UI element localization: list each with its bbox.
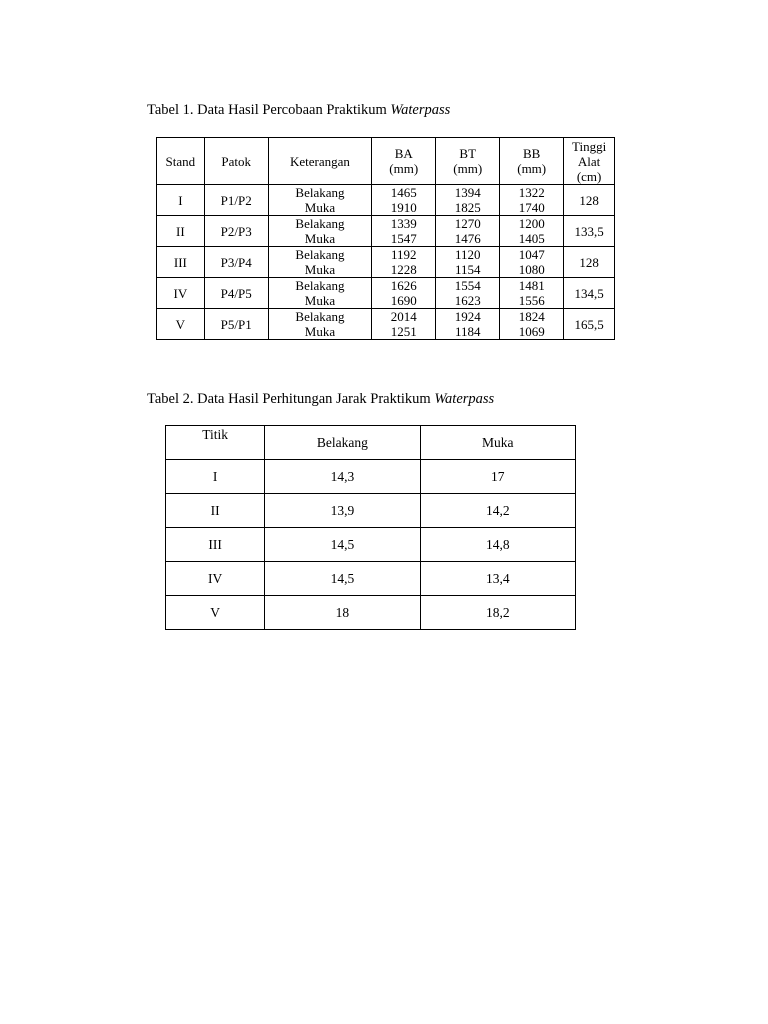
cell-titik: II: [166, 494, 265, 528]
cell-bt-belakang: 1924: [454, 309, 481, 324]
table2-caption: [147, 391, 494, 408]
cell-belakang: 14,5: [265, 528, 420, 562]
table2-distance-data: [165, 425, 576, 630]
cell-ba: [372, 216, 436, 247]
cell-ba: [372, 247, 436, 278]
cell-ba-muka: 1547: [390, 231, 417, 246]
cell-keterangan: [268, 216, 372, 247]
header-bt-label: BT: [459, 146, 477, 161]
cell-bt: [436, 216, 500, 247]
table1-row: [157, 185, 615, 216]
cell-ket-belakang: Belakang: [295, 309, 345, 324]
table2-row: [166, 562, 576, 596]
header-tinggi-alat: [564, 138, 615, 185]
header-bt: [436, 138, 500, 185]
cell-tinggi: 128: [564, 185, 615, 216]
header-patok: Patok: [204, 138, 268, 185]
cell-bb: [500, 278, 564, 309]
table2-row: [166, 460, 576, 494]
table1-caption-text: Tabel 1. Data Hasil Percobaan Praktikum: [147, 102, 391, 118]
table2-caption-italic: Waterpass: [434, 391, 495, 407]
cell-patok: P3/P4: [204, 247, 268, 278]
cell-bt-muka: 1623: [454, 293, 481, 308]
cell-ba-belakang: 2014: [390, 309, 417, 324]
cell-keterangan: [268, 309, 372, 340]
cell-ket-belakang: Belakang: [295, 216, 345, 231]
table1-header-row: [157, 138, 615, 185]
cell-bb: [500, 216, 564, 247]
cell-bt-muka: 1184: [454, 324, 481, 339]
header-belakang: Belakang: [265, 426, 420, 460]
header-keterangan: Keterangan: [268, 138, 372, 185]
cell-ba-belakang: 1339: [390, 216, 417, 231]
header-tinggi-line2: Alat: [577, 153, 601, 169]
cell-bb: [500, 247, 564, 278]
cell-muka: 18,2: [420, 596, 575, 630]
header-tinggi-line1: Tinggi: [571, 138, 607, 154]
header-muka: Muka: [420, 426, 575, 460]
table1-experiment-data: [156, 137, 615, 340]
cell-bb-muka: 1080: [518, 262, 545, 277]
cell-patok: P2/P3: [204, 216, 268, 247]
cell-patok: P1/P2: [204, 185, 268, 216]
cell-ket-muka: Muka: [304, 200, 336, 215]
cell-bt-belakang: 1394: [454, 185, 481, 200]
cell-bt-belakang: 1120: [454, 247, 481, 262]
cell-bb-belakang: 1200: [518, 216, 545, 231]
cell-tinggi: 165,5: [564, 309, 615, 340]
table1-caption: [147, 102, 450, 119]
cell-bt: [436, 247, 500, 278]
cell-ket-muka: Muka: [304, 231, 336, 246]
cell-bt-muka: 1825: [454, 200, 481, 215]
cell-stand: I: [157, 185, 205, 216]
cell-belakang: 13,9: [265, 494, 420, 528]
cell-patok: P5/P1: [204, 309, 268, 340]
cell-bb-muka: 1556: [518, 293, 545, 308]
cell-bb-belakang: 1481: [518, 278, 545, 293]
cell-titik: III: [166, 528, 265, 562]
cell-stand: V: [157, 309, 205, 340]
cell-ket-belakang: Belakang: [295, 247, 345, 262]
cell-bb-muka: 1069: [518, 324, 545, 339]
cell-ba-muka: 1251: [390, 324, 417, 339]
table1-row: [157, 216, 615, 247]
table2-caption-text: Tabel 2. Data Hasil Perhitungan Jarak Praktikum: [147, 391, 435, 407]
cell-ba-muka: 1228: [390, 262, 417, 277]
cell-ba-muka: 1910: [390, 200, 417, 215]
cell-tinggi: 134,5: [564, 278, 615, 309]
table1-caption-italic: Waterpass: [390, 102, 451, 118]
cell-belakang: 18: [265, 596, 420, 630]
cell-bt-belakang: 1554: [454, 278, 481, 293]
cell-belakang: 14,3: [265, 460, 420, 494]
header-titik: Titik: [166, 426, 265, 460]
cell-ba-belakang: 1626: [390, 278, 417, 293]
header-stand: Stand: [157, 138, 205, 185]
cell-ba-belakang: 1192: [390, 247, 417, 262]
cell-ba: [372, 309, 436, 340]
table2-row: [166, 528, 576, 562]
cell-ket-belakang: Belakang: [295, 185, 345, 200]
cell-tinggi: 133,5: [564, 216, 615, 247]
cell-titik: V: [166, 596, 265, 630]
cell-bt: [436, 309, 500, 340]
cell-muka: 13,4: [420, 562, 575, 596]
cell-titik: I: [166, 460, 265, 494]
header-bb-unit: (mm): [517, 161, 547, 176]
cell-muka: 14,8: [420, 528, 575, 562]
cell-bb-belakang: 1047: [518, 247, 545, 262]
table2-row: [166, 494, 576, 528]
cell-patok: P4/P5: [204, 278, 268, 309]
cell-bt: [436, 185, 500, 216]
cell-ba: [372, 278, 436, 309]
cell-bb: [500, 185, 564, 216]
cell-bb-muka: 1740: [518, 200, 545, 215]
cell-keterangan: [268, 185, 372, 216]
table1-row: [157, 247, 615, 278]
header-ba-unit: (mm): [389, 161, 419, 176]
cell-bt-belakang: 1270: [454, 216, 481, 231]
cell-stand: II: [157, 216, 205, 247]
cell-bb-muka: 1405: [518, 231, 545, 246]
table1-row: [157, 309, 615, 340]
cell-ba: [372, 185, 436, 216]
header-bb-label: BB: [523, 146, 541, 161]
cell-titik: IV: [166, 562, 265, 596]
table1-row: [157, 278, 615, 309]
cell-keterangan: [268, 247, 372, 278]
cell-bb-belakang: 1824: [518, 309, 545, 324]
cell-belakang: 14,5: [265, 562, 420, 596]
cell-ba-belakang: 1465: [390, 185, 417, 200]
cell-ket-muka: Muka: [304, 293, 336, 308]
cell-stand: III: [157, 247, 205, 278]
table2-row: [166, 596, 576, 630]
cell-ket-belakang: Belakang: [295, 278, 345, 293]
cell-ba-muka: 1690: [390, 293, 417, 308]
cell-keterangan: [268, 278, 372, 309]
header-tinggi-unit: (cm): [576, 168, 602, 184]
cell-stand: IV: [157, 278, 205, 309]
cell-muka: 14,2: [420, 494, 575, 528]
cell-bt-muka: 1154: [454, 262, 481, 277]
cell-bb-belakang: 1322: [518, 185, 545, 200]
header-bb: [500, 138, 564, 185]
header-ba: [372, 138, 436, 185]
cell-muka: 17: [420, 460, 575, 494]
header-bt-unit: (mm): [453, 161, 483, 176]
cell-bt-muka: 1476: [454, 231, 481, 246]
header-ba-label: BA: [394, 146, 413, 161]
cell-tinggi: 128: [564, 247, 615, 278]
table2-header-row: [166, 426, 576, 460]
cell-ket-muka: Muka: [304, 324, 336, 339]
cell-bt: [436, 278, 500, 309]
cell-ket-muka: Muka: [304, 262, 336, 277]
cell-bb: [500, 309, 564, 340]
